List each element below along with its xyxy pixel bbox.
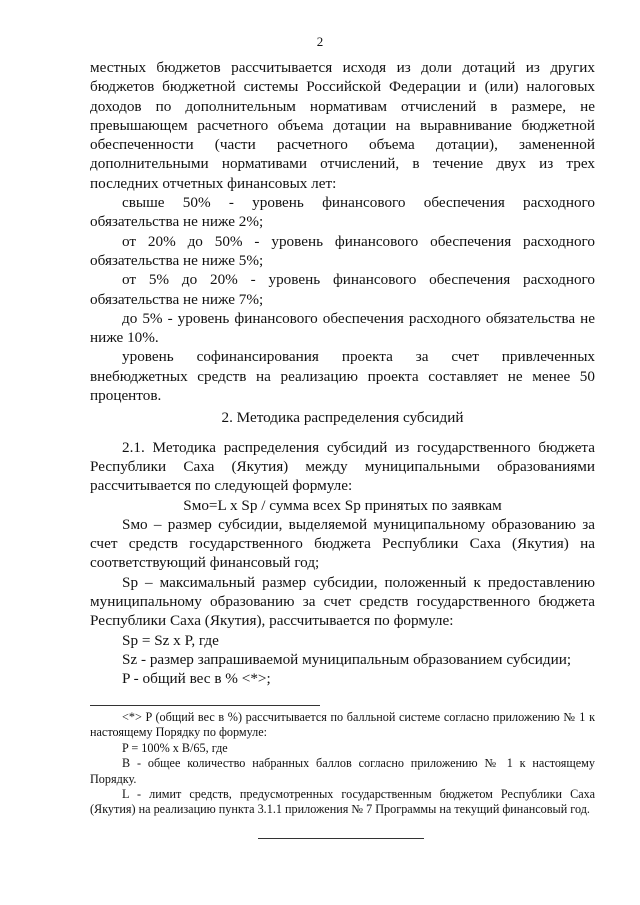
end-divider — [258, 838, 424, 839]
formula: Sp = Sz x P, где — [122, 631, 219, 649]
footnote-divider — [90, 705, 320, 706]
paragraph: до 5% - уровень финансового обеспечения расходного обязательства не ниже 10%. — [90, 309, 595, 347]
footnote: <*> P (общий вес в %) рассчитывается по балльной системе согласно приложению № 1 к настоящему Порядку по формуле: — [90, 710, 595, 740]
page-number: 2 — [316, 34, 324, 49]
footnote-formula: P = 100% x B/65, где — [122, 740, 228, 755]
footnote: B - общее количество набранных баллов согласно приложению № 1 к настоящему Порядку. — [90, 756, 595, 786]
paragraph: P - общий вес в % <*>; — [122, 670, 271, 688]
section-heading: 2. Методика распределения субсидий — [221, 409, 464, 427]
paragraph: местных бюджетов рассчитывается исходя из доли дотаций из других бюджетов бюджетной системы Российской Федерации и (или) налоговых доходов по дополнительным нормативам отчислений в размере, не превышающем расчетного объема дотации на выравнивание бюджетной обеспеченности (части расчетного объема дотации), замененной дополнительными нормативами отчислений, в течение двух из трех последних отчетных финансовых лет: — [90, 59, 595, 192]
paragraph: 2.1. Методика распределения субсидий из государственного бюджета Республики Саха (Якутия) между муниципальными образованиями рассчитывается по следующей формуле: — [90, 438, 595, 495]
paragraph: свыше 50% - уровень финансового обеспечения расходного обязательства не ниже 2%; — [90, 194, 595, 231]
paragraph: уровень софинансирования проекта за счет привлеченных внебюджетных средств на реализацию проекта составляет не менее 50 процентов. — [90, 348, 595, 405]
footnotes — [90, 710, 595, 818]
paragraph: Sp – максимальный размер субсидии, положенный к предоставлению муниципальному образованию за счет средств государственного бюджета Республики Саха (Якутия), рассчитывается по формуле: — [90, 573, 595, 630]
paragraph: Sz - размер запрашиваемой муниципальным образованием субсидии; — [122, 650, 572, 668]
paragraph: Sмо – размер субсидии, выделяемой муниципальному образованию за счет средств государственного бюджета Республики Саха (Якутия) на соответствующий финансовый год; — [90, 515, 595, 572]
document-body — [90, 58, 595, 689]
paragraph: от 5% до 20% - уровень финансового обеспечения расходного обязательства не ниже 7%; — [90, 271, 595, 308]
footnote: L - лимит средств, предусмотренных государственным бюджетом Республики Саха (Якутия) на реализацию пункта 3.1.1 приложения № 7 Программы на текущий финансовый год. — [90, 787, 595, 817]
formula: Sмо=L x Sp / сумма всех Sp принятых по заявкам — [183, 496, 502, 514]
paragraph: от 20% до 50% - уровень финансового обеспечения расходного обязательства не ниже 5%; — [90, 232, 595, 269]
